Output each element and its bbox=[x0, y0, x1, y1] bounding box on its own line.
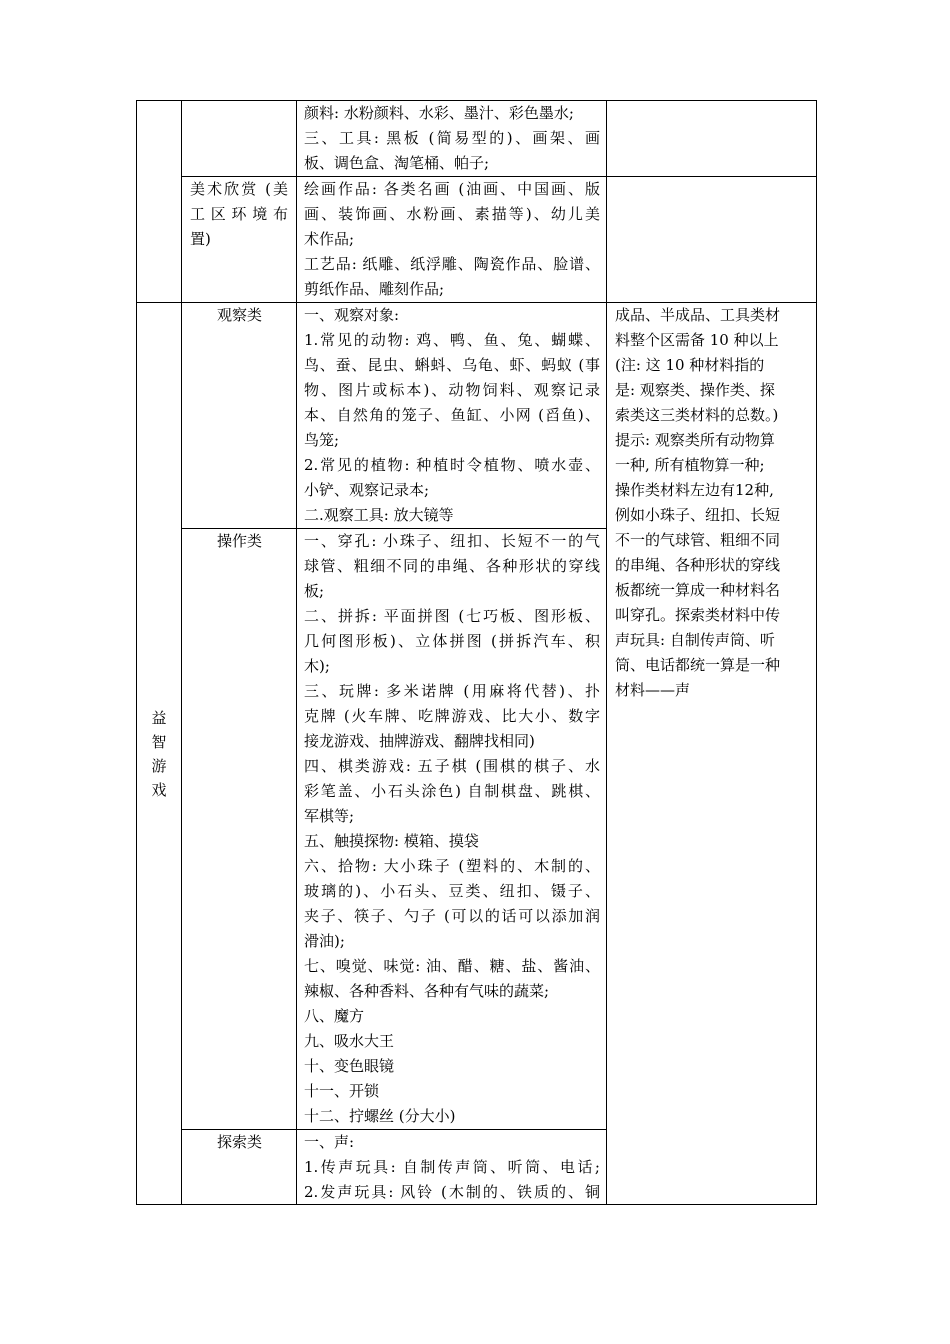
materials-line: 木); bbox=[304, 657, 330, 675]
materials-line: 克牌 (火车牌、吃牌游戏、比大小、数字 bbox=[304, 707, 600, 725]
materials-line: 板; bbox=[304, 582, 325, 600]
materials-line: 三、玩牌: 多米诺牌 (用麻将代替)、扑 bbox=[304, 682, 600, 700]
note-line: 操作类材料左边有12种, bbox=[615, 481, 774, 499]
materials-line: 辣椒、各种香料、各种有气味的蔬菜; bbox=[304, 982, 550, 1000]
materials-line: 七、嗅觉、味觉: 油、醋、糖、盐、酱油、 bbox=[304, 957, 600, 975]
note-line: 筒、电话都统一算是一种 bbox=[615, 656, 781, 674]
note-line: 板都统一算成一种材料名 bbox=[615, 581, 781, 599]
note-cell-art-top bbox=[607, 101, 817, 177]
materials-cell-operate bbox=[297, 529, 607, 1130]
materials-line: 小铲、观察记录本; bbox=[304, 481, 430, 499]
materials-cell-art-tools bbox=[297, 101, 607, 177]
materials-line: 工艺品: 纸雕、纸浮雕、陶瓷作品、脸谱、 bbox=[304, 255, 600, 273]
materials-line: 本、自然角的笼子、鱼缸、小网 (舀鱼)、 bbox=[304, 406, 600, 424]
subcategory-cell-operate: 操作类 bbox=[182, 529, 297, 1130]
materials-line: 1.传声玩具: 自制传声筒、听筒、电话; bbox=[304, 1158, 600, 1176]
materials-line: 2.发声玩具: 风铃 (木制的、铁质的、铜 bbox=[304, 1183, 600, 1201]
note-line: 一种, 所有植物算一种; bbox=[615, 456, 765, 474]
category-char: 游 bbox=[151, 756, 167, 775]
note-line: 叫穿孔。探索类材料中传 bbox=[615, 606, 781, 624]
table-row bbox=[137, 303, 817, 529]
materials-line: 剪纸作品、雕刻作品; bbox=[304, 280, 445, 298]
table-row bbox=[137, 177, 817, 303]
materials-line: 军棋等; bbox=[304, 807, 355, 825]
subcategory-cell-explore: 探索类 bbox=[182, 1130, 297, 1205]
materials-line: 三、工具: 黑板 (简易型的)、画架、画 bbox=[304, 129, 600, 147]
materials-line: 四、棋类游戏: 五子棋 (围棋的棋子、水 bbox=[304, 757, 600, 775]
materials-cell-observe bbox=[297, 303, 607, 529]
materials-line: 夹子、筷子、勺子 (可以的话可以添加润 bbox=[304, 907, 600, 925]
materials-line: 画、装饰画、水粉画、素描等)、幼儿美 bbox=[304, 205, 600, 223]
materials-line: 九、吸水大王 bbox=[304, 1032, 395, 1050]
materials-line: 几何图形板)、立体拼图 (拼拆汽车、积 bbox=[304, 632, 600, 650]
subcategory-cell-art-appreciation bbox=[182, 177, 297, 303]
note-line: 例如小珠子、纽扣、长短 bbox=[615, 506, 781, 524]
materials-line: 一、声: bbox=[304, 1133, 355, 1151]
subcategory-line: 置) bbox=[190, 230, 211, 248]
materials-line: 绘画作品: 各类名画 (油画、中国画、版 bbox=[304, 180, 600, 198]
category-cell-puzzle-games bbox=[137, 303, 182, 1205]
category-char: 益 bbox=[151, 708, 167, 727]
materials-cell-explore bbox=[297, 1130, 607, 1205]
note-line: 的串绳、各种形状的穿线 bbox=[615, 556, 781, 574]
category-char: 智 bbox=[151, 732, 167, 751]
materials-line: 十一、开锁 bbox=[304, 1082, 380, 1100]
table-row bbox=[137, 101, 817, 177]
materials-line: 1.常见的动物: 鸡、鸭、鱼、兔、蝴蝶、 bbox=[304, 331, 600, 349]
category-char: 戏 bbox=[151, 780, 167, 799]
materials-line: 接龙游戏、抽牌游戏、翻牌找相同) bbox=[304, 732, 535, 750]
materials-line: 板、调色盒、淘笔桶、帕子; bbox=[304, 154, 490, 172]
materials-line: 物、图片或标本)、动物饲料、观察记录 bbox=[304, 381, 600, 399]
subcategory-cell-observe: 观察类 bbox=[182, 303, 297, 529]
materials-line: 鸟、蚕、昆虫、蝌蚪、乌龟、虾、蚂蚁 (事 bbox=[304, 356, 600, 374]
subcategory-line: 美术欣赏 (美 bbox=[190, 180, 288, 198]
materials-line: 十、变色眼镜 bbox=[304, 1057, 395, 1075]
note-line: 不一的气球管、粗细不同 bbox=[615, 531, 781, 549]
note-line: 成品、半成品、工具类材 bbox=[615, 306, 781, 324]
materials-line: 一、观察对象: bbox=[304, 306, 400, 324]
materials-line: 六、拾物: 大小珠子 (塑料的、木制的、 bbox=[304, 857, 600, 875]
note-line: 提示: 观察类所有动物算 bbox=[615, 431, 775, 449]
materials-line: 五、触摸探物: 模箱、摸袋 bbox=[304, 832, 479, 850]
materials-line: 彩笔盖、小石头涂色) 自制棋盘、跳棋、 bbox=[304, 782, 600, 800]
subcategory-line: 工 区 环 境 布 bbox=[190, 205, 288, 223]
subcategory-cell-art-continued bbox=[182, 101, 297, 177]
materials-line: 球管、粗细不同的串绳、各种形状的穿线 bbox=[304, 557, 600, 575]
materials-line: 八、魔方 bbox=[304, 1007, 365, 1025]
materials-table bbox=[136, 100, 817, 1205]
materials-line: 二.观察工具: 放大镜等 bbox=[304, 506, 454, 524]
note-cell-art-appreciation bbox=[607, 177, 817, 303]
note-line: 索类这三类材料的总数。) bbox=[615, 406, 779, 424]
note-line: (注: 这 10 种材料指的 bbox=[615, 356, 765, 374]
note-line: 料整个区需备 10 种以上 bbox=[615, 331, 779, 349]
category-cell-art bbox=[137, 101, 182, 303]
materials-line: 术作品; bbox=[304, 230, 355, 248]
materials-line: 颜料: 水粉颜料、水彩、墨汁、彩色墨水; bbox=[304, 104, 574, 122]
materials-line: 玻璃的)、小石头、豆类、纽扣、镊子、 bbox=[304, 882, 600, 900]
materials-line: 鸟笼; bbox=[304, 431, 340, 449]
materials-line: 十二、拧螺丝 (分大小) bbox=[304, 1107, 456, 1125]
materials-line: 一、穿孔: 小珠子、纽扣、长短不一的气 bbox=[304, 532, 600, 550]
note-cell-puzzle-games bbox=[607, 303, 817, 1205]
materials-cell-art-appreciation bbox=[297, 177, 607, 303]
note-line: 材料——声 bbox=[615, 681, 691, 699]
materials-line: 2.常见的植物: 种植时令植物、喷水壶、 bbox=[304, 456, 600, 474]
note-line: 是: 观察类、操作类、探 bbox=[615, 381, 775, 399]
materials-line: 滑油); bbox=[304, 932, 345, 950]
note-line: 声玩具: 自制传声筒、听 bbox=[615, 631, 775, 649]
materials-line: 二、拼拆: 平面拼图 (七巧板、图形板、 bbox=[304, 607, 600, 625]
